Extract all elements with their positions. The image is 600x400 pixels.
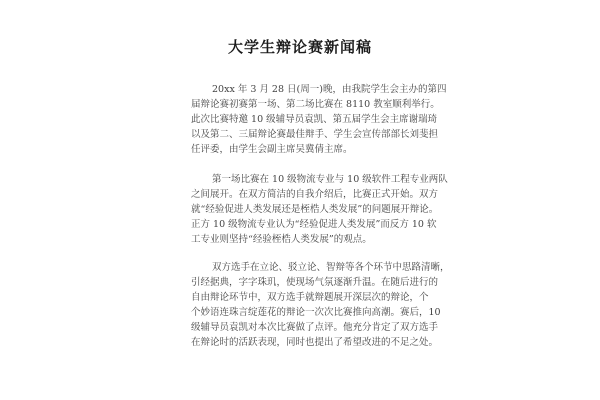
paragraph-1-line-3: 此次比赛特邀 10 级辅导员袁凯、第五届学生会主席谢瑞琦 xyxy=(191,114,438,125)
paragraph-3-line-6: 在辩论时的活跃表现，同时也提出了希望改进的不足之处。 xyxy=(191,337,439,348)
paragraph-3-line-5: 级辅导员袁凯对本次比赛做了点评。他充分肯定了双方选手 xyxy=(191,322,439,333)
paragraph-3-line-4: 个妙语连珠言绽莲花的辩论一次次比赛推向高潮。赛后，10 xyxy=(191,307,441,318)
paragraph-1-line-4: 以及第二、三届辩论赛最佳辩手、学生会宣传部部长刘斐担 xyxy=(191,129,439,140)
paragraph-1-line-2: 届辩论赛初赛第一场、第二场比赛在 8110 教室顺利举行。 xyxy=(191,99,440,110)
paragraph-2-line-4: 正方 10 级物流专业认为“经验促进人类发展”而反方 10 软 xyxy=(191,219,437,230)
paragraph-2-line-5: 工专业则坚持“经验桎梏人类发展”的观点。 xyxy=(191,234,372,245)
paragraph-2-line-2: 之间展开。在双方简洁的自我介绍后，比赛正式开始。双方 xyxy=(191,189,439,200)
paragraph-2-line-3: 就“经验促进人类发展还是桎梏人类发展”的问题展开辩论。 xyxy=(191,204,439,215)
paragraph-1-line-5: 任评委，由学生会副主席吴冀倩主席。 xyxy=(191,144,353,155)
document-title: 大学生辩论赛新闻稿 xyxy=(227,38,372,56)
paragraph-3-line-1: 双方选手在立论、驳立论、智辩等各个环节中思路清晰， xyxy=(212,262,450,273)
paragraph-2-line-1: 第一场比赛在 10 级物流专业与 10 级软件工程专业两队 xyxy=(212,174,448,185)
paragraph-3-line-3: 自由辩论环节中，双方选手就辩题展开深层次的辩论，个 xyxy=(191,292,429,303)
paragraph-1-line-1: 20xx 年 3 月 28 日(周一)晚，由我院学生会主办的第四 xyxy=(212,84,447,95)
paragraph-3-line-2: 引经据典，字字珠玑，使现场气氛逐渐升温。在随后进行的 xyxy=(191,277,439,288)
